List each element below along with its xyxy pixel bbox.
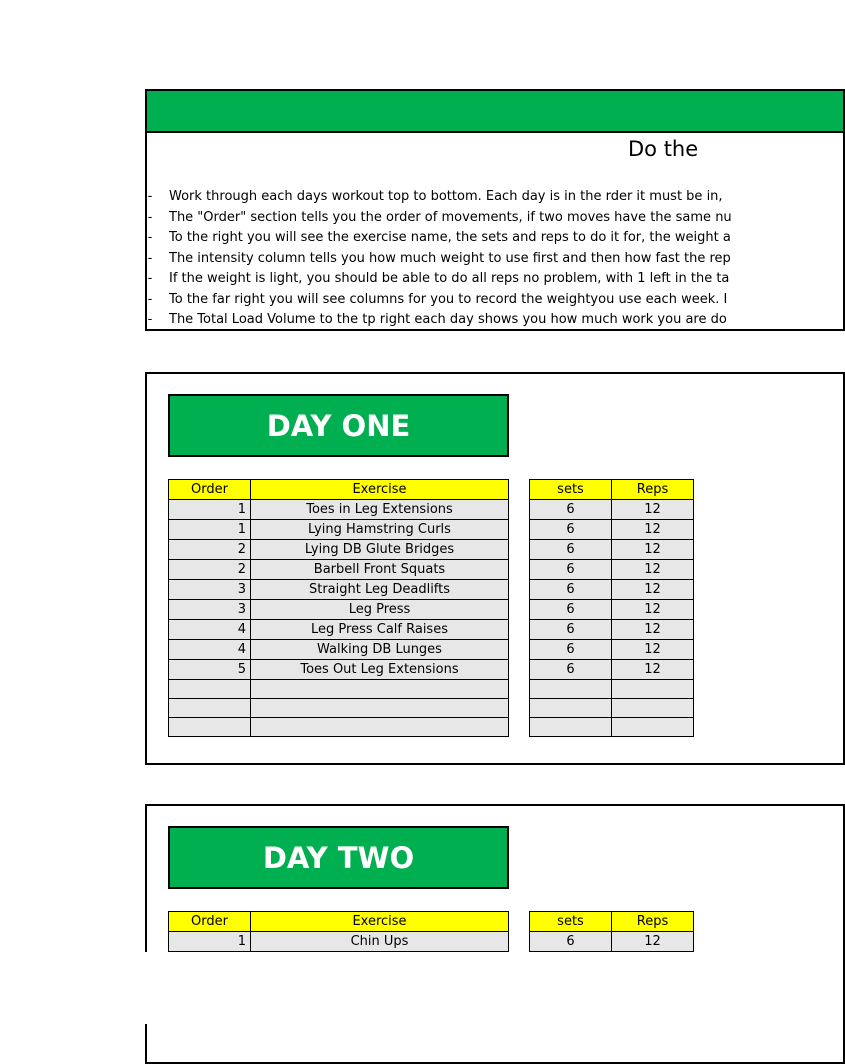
table-row [530, 600, 694, 620]
reps-cell[interactable]: 12 [612, 500, 694, 520]
bullet-dash: - [147, 271, 153, 286]
instruction-text: The Total Load Volume to the tp right each day shows you how much work you are do [169, 312, 727, 327]
table-row [530, 718, 694, 737]
table-row [530, 932, 694, 952]
sets-cell[interactable]: 6 [530, 600, 612, 620]
exercise-cell[interactable]: Barbell Front Squats [251, 560, 509, 580]
table-row [530, 560, 694, 580]
order-header: Order [169, 480, 251, 500]
table-row [169, 500, 509, 520]
instruction-text: To the far right you will see columns for you to record the weightyou use each week. I [169, 291, 728, 307]
sets-cell[interactable] [530, 699, 612, 718]
order-header: Order [169, 912, 251, 932]
reps-cell[interactable]: 12 [612, 932, 694, 952]
exercise-cell[interactable]: Lying Hamstring Curls [251, 520, 509, 540]
instructions-title: Do the [628, 137, 699, 161]
table-row [530, 640, 694, 660]
sets-cell[interactable]: 6 [530, 520, 612, 540]
order-cell[interactable]: 2 [169, 540, 251, 560]
exercise-cell[interactable]: Lying DB Glute Bridges [251, 540, 509, 560]
order-cell[interactable] [169, 718, 251, 737]
bullet-dash: - [147, 312, 153, 327]
sets-cell[interactable]: 6 [530, 540, 612, 560]
sets-cell[interactable]: 6 [530, 932, 612, 952]
table-row [530, 520, 694, 540]
order-cell[interactable] [169, 680, 251, 699]
table-row [169, 932, 509, 952]
exercise-header: Exercise [251, 480, 509, 500]
order-cell[interactable]: 4 [169, 620, 251, 640]
order-cell[interactable]: 4 [169, 640, 251, 660]
table-row [169, 520, 509, 540]
instruction-text: The "Order" section tells you the order of movements, if two moves have the same nu [169, 209, 732, 225]
sets-cell[interactable]: 6 [530, 580, 612, 600]
reps-cell[interactable]: 12 [612, 620, 694, 640]
exercise-cell[interactable]: Straight Leg Deadlifts [251, 580, 509, 600]
sets-cell[interactable]: 6 [530, 660, 612, 680]
instruction-text: If the weight is light, you should be able to do all reps no problem, with 1 left in the ta [169, 271, 730, 286]
order-cell[interactable]: 3 [169, 600, 251, 620]
table-row [169, 620, 509, 640]
reps-cell[interactable]: 12 [612, 560, 694, 580]
reps-cell[interactable]: 12 [612, 540, 694, 560]
sets-cell[interactable]: 6 [530, 500, 612, 520]
table-row [530, 680, 694, 699]
reps-cell[interactable]: 12 [612, 660, 694, 680]
instruction-text: Work through each days workout top to bottom. Each day is in the rder it must be in, [169, 189, 723, 204]
table-row [169, 600, 509, 620]
table-row [530, 660, 694, 680]
exercise-cell[interactable] [251, 680, 509, 699]
table-row [169, 540, 509, 560]
exercise-cell[interactable]: Walking DB Lunges [251, 640, 509, 660]
day-one-exercise-table [168, 479, 509, 737]
order-cell[interactable]: 1 [169, 932, 251, 952]
table-row [530, 580, 694, 600]
day-two-section [145, 804, 845, 1064]
reps-header: Reps [612, 480, 694, 500]
reps-cell[interactable] [612, 680, 694, 699]
table-row [169, 560, 509, 580]
table-row [530, 620, 694, 640]
exercise-cell[interactable]: Chin Ups [251, 932, 509, 952]
exercise-cell[interactable]: Leg Press Calf Raises [251, 620, 509, 640]
table-row [169, 718, 509, 737]
exercise-header: Exercise [251, 912, 509, 932]
reps-cell[interactable]: 12 [612, 580, 694, 600]
reps-cell[interactable]: 12 [612, 640, 694, 660]
sets-header: sets [530, 480, 612, 500]
table-row [530, 500, 694, 520]
table-row [169, 660, 509, 680]
instructions-header-band [147, 91, 843, 133]
exercise-cell[interactable]: Toes Out Leg Extensions [251, 660, 509, 680]
table-row [530, 540, 694, 560]
table-row [169, 640, 509, 660]
exercise-cell[interactable] [251, 718, 509, 737]
bullet-dash: - [147, 209, 153, 225]
reps-header: Reps [612, 912, 694, 932]
order-cell[interactable]: 5 [169, 660, 251, 680]
reps-cell[interactable] [612, 718, 694, 737]
sets-cell[interactable] [530, 680, 612, 699]
table-row [169, 680, 509, 699]
order-cell[interactable]: 3 [169, 580, 251, 600]
day-one-section [145, 372, 845, 765]
order-cell[interactable]: 1 [169, 520, 251, 540]
sets-cell[interactable] [530, 718, 612, 737]
order-cell[interactable] [169, 699, 251, 718]
instruction-text: To the right you will see the exercise name, the sets and reps to do it for, the weight a [169, 230, 731, 245]
page-bottom-margin [0, 952, 768, 1024]
exercise-cell[interactable]: Leg Press [251, 600, 509, 620]
reps-cell[interactable]: 12 [612, 520, 694, 540]
day-one-title: DAY ONE [168, 394, 509, 457]
bullet-dash: - [147, 189, 153, 204]
reps-cell[interactable] [612, 699, 694, 718]
day-two-sets-table [529, 911, 694, 952]
day-one-sets-table [529, 479, 694, 737]
exercise-cell[interactable]: Toes in Leg Extensions [251, 500, 509, 520]
reps-cell[interactable]: 12 [612, 600, 694, 620]
bullet-dash: - [147, 291, 153, 307]
sets-cell[interactable]: 6 [530, 560, 612, 580]
sets-cell[interactable]: 6 [530, 640, 612, 660]
sets-header: sets [530, 912, 612, 932]
bullet-dash: - [147, 250, 153, 266]
exercise-cell[interactable] [251, 699, 509, 718]
instructions-panel [145, 89, 845, 331]
sets-cell[interactable]: 6 [530, 620, 612, 640]
table-row [530, 699, 694, 718]
bullet-dash: - [147, 230, 153, 245]
table-row [169, 580, 509, 600]
day-two-exercise-table [168, 911, 509, 952]
order-cell[interactable]: 2 [169, 560, 251, 580]
table-row [169, 699, 509, 718]
instruction-text: The intensity column tells you how much weight to use first and then how fast the rep [169, 250, 731, 266]
day-two-title: DAY TWO [168, 826, 509, 889]
order-cell[interactable]: 1 [169, 500, 251, 520]
